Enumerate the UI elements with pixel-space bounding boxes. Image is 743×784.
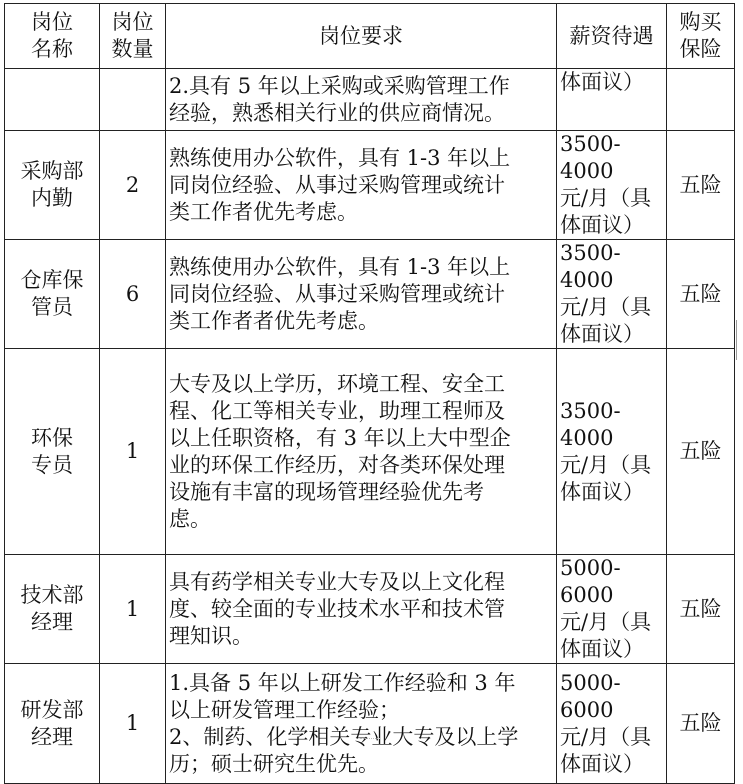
- cell-requirements: 熟练使用办公软件，具有 1-3 年以上 同岗位经验、从事过采购管理或统计 类工作者优先考虑。: [166, 131, 557, 240]
- cell-insurance: 五险: [667, 664, 735, 784]
- job-table: [4, 3, 735, 784]
- cell-count: 6: [100, 240, 166, 349]
- cell-salary: 3500-4000 元/月（具 体面议）: [557, 240, 667, 349]
- cell-insurance: [667, 69, 735, 131]
- cell-salary: 3500-4000 元/月（具 体面议）: [557, 349, 667, 555]
- cell-name: 研发部 经理: [5, 664, 100, 784]
- cell-count: 1: [100, 664, 166, 784]
- cell-salary: 3500-4000 元/月（具 体面议）: [557, 131, 667, 240]
- header-name: 岗位 名称: [5, 4, 100, 69]
- cell-requirements: 大专及以上学历，环境工程、安全工 程、化工等相关专业，助理工程师及 以上任职资格，有 3 年以上大中型企 业的环保工作经历，对各类环保处理 设施有丰富的现场管理经验优先考 虑。: [166, 349, 557, 555]
- table-row: [5, 349, 735, 555]
- table-row: [5, 555, 735, 664]
- cell-insurance: 五险: [667, 555, 735, 664]
- cell-count: [100, 69, 166, 131]
- header-count: 岗位 数量: [100, 4, 166, 69]
- table-row: [5, 664, 735, 784]
- cell-salary: 5000-6000 元/月（具 体面议）: [557, 664, 667, 784]
- cell-count: 1: [100, 349, 166, 555]
- header-salary: 薪资待遇: [557, 4, 667, 69]
- scan-edge-mark: [736, 320, 743, 360]
- cell-salary: 体面议）: [557, 69, 667, 131]
- cell-name: 采购部 内勤: [5, 131, 100, 240]
- cell-name: 环保 专员: [5, 349, 100, 555]
- cell-name: 仓库保 管员: [5, 240, 100, 349]
- cell-insurance: 五险: [667, 240, 735, 349]
- cell-requirements: 1.具备 5 年以上研发工作经验和 3 年 以上研发管理工作经验； 2、制药、化学相关专业大专及以上学 历；硕士研究生优先。: [166, 664, 557, 784]
- table-row: [5, 131, 735, 240]
- cell-insurance: 五险: [667, 349, 735, 555]
- cell-requirements: 熟练使用办公软件，具有 1-3 年以上 同岗位经验、从事过采购管理或统计 类工作者者优先考虑。: [166, 240, 557, 349]
- cell-salary: 5000-6000 元/月（具 体面议）: [557, 555, 667, 664]
- cell-insurance: 五险: [667, 131, 735, 240]
- cell-count: 2: [100, 131, 166, 240]
- cell-name: 技术部 经理: [5, 555, 100, 664]
- cell-requirements: 2.具有 5 年以上采购或采购管理工作 经验，熟悉相关行业的供应商情况。: [166, 69, 557, 131]
- cell-count: 1: [100, 555, 166, 664]
- table-row: [5, 69, 735, 131]
- header-requirements: 岗位要求: [166, 4, 557, 69]
- cell-requirements: 具有药学相关专业大专及以上文化程 度、较全面的专业技术水平和技术管 理知识。: [166, 555, 557, 664]
- cell-name: [5, 69, 100, 131]
- table-row: [5, 240, 735, 349]
- header-insurance: 购买 保险: [667, 4, 735, 69]
- table-header-row: [5, 4, 735, 69]
